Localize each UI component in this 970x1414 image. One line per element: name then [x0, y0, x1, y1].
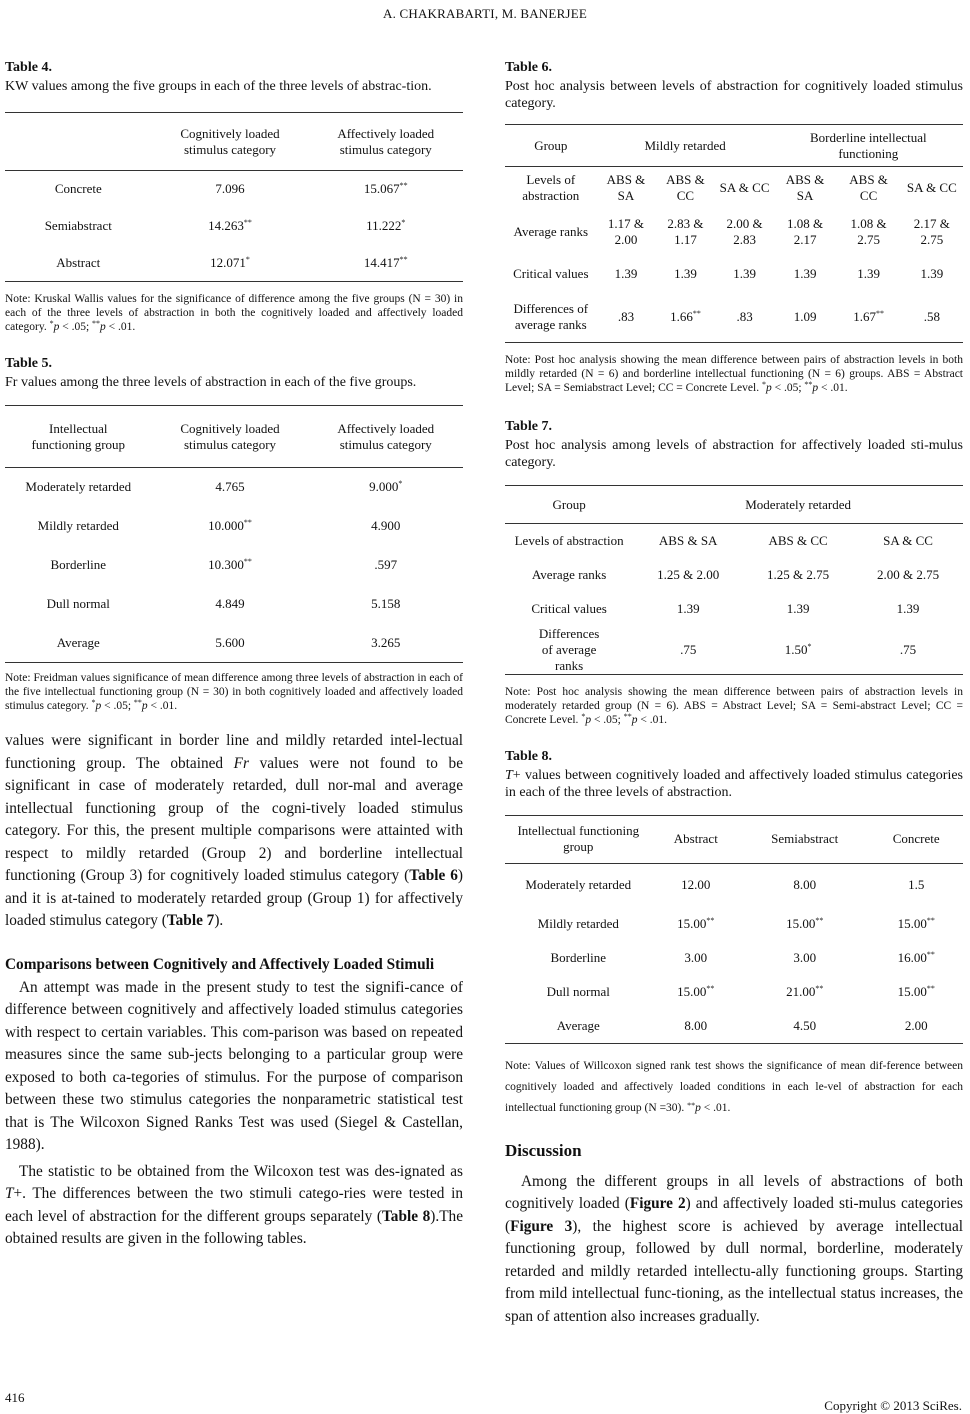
table5-aff-cell: [308, 546, 463, 585]
table8-header-concrete: Concrete: [869, 815, 963, 863]
table8-cell: [740, 1009, 869, 1043]
table7: [505, 485, 963, 675]
significance-marker: **: [926, 916, 935, 925]
table6-crit: 1.39: [857, 265, 880, 281]
table5-row-label: Dull normal: [46, 596, 110, 611]
table7-level: ABS & SA: [658, 532, 718, 548]
table6-level: ABS & SA: [606, 171, 646, 203]
table5-row: [5, 507, 463, 546]
table5-cog-cell-value: 4.849: [215, 596, 245, 611]
table6-group-borderline: Borderline intellectual functioning: [774, 125, 963, 167]
table8-cell: [652, 941, 741, 975]
table8-note: Note: Values of Willcoxon signed rank test shows the significance of mean dif-ference between cognitively loaded and affectively loaded conditions in each le-vel of abstraction for each intellectual functioning group (N =30). **p < .01.: [505, 1059, 963, 1114]
table8-caption: T+ values between cognitively loaded and affectively loaded stimulus categories in each of the three levels of abstraction.: [505, 767, 963, 800]
table6-level: SA & CC: [906, 179, 957, 195]
table6-avg: 2.00 & 2.83: [726, 215, 763, 247]
table5-header-group: Intellectual functioning group: [5, 406, 152, 468]
table8-row: [505, 863, 963, 907]
significance-marker: **: [243, 518, 252, 527]
table8-cell-value: 15.00: [677, 984, 707, 999]
table5-cog-cell-value: 5.600: [215, 634, 245, 650]
table8-cell: [740, 863, 869, 907]
table6-diff-value: .83: [736, 309, 753, 325]
table5-title: Table 5.: [5, 356, 52, 371]
table8-cell-value: 3.00: [793, 950, 817, 965]
significance-marker: *: [401, 218, 406, 227]
significance-marker: **: [399, 181, 408, 191]
table4-note: Note: Kruskal Wallis values for the significance of difference among the five groups (N = 30) in each of the three levels of abstraction in both the cognitively loaded and affectively loaded category. *p < .05; **p < .01.: [5, 293, 463, 333]
table5-aff-cell-value: 4.900: [371, 518, 401, 533]
copyright: Copyright © 2013 SciRes.: [824, 1398, 962, 1413]
table8-cell: [652, 1009, 741, 1043]
table4: [5, 112, 463, 282]
table8: [505, 815, 963, 1044]
table5-row-label: Borderline: [50, 557, 107, 572]
table8-row-label: Borderline: [550, 950, 607, 965]
left-paragraph-2: An attempt was made in the present study to test the signifi-cance of difference between cognitively and affectively loaded stimulus categories with respect to certain variables. This com-parison was based on repeated measures since the same sub-jects belonging to a particular group were exposed to both ca-tegories of stimulus. For the purpose of comparison between these two stimulus categories the nonparametric statistical test that is The Wilcoxon Signed Ranks Test was used (Siegel & Castellan, 1988).: [5, 978, 463, 1153]
table4-aff-cell-value: 14.417: [363, 254, 400, 270]
table8-cell-value: 8.00: [793, 877, 817, 893]
table7-diff-value: .75: [680, 641, 697, 657]
significance-marker: **: [399, 254, 408, 264]
left-paragraph-1: values were significant in border line and mildly retarded intel-lectual functioning group. The obtained Fr values were not found to be significant in case of moderately retarded, dull nor-mal and average intellectual functioning group of the cogni-tively loaded stimulus category. For this, the present multiple comparisons were attainted with respect to mildly retarded (Group 2) and borderline intellectual functioning (Group 3) for cognitively loaded stimulus category (Table 6) and it is at-tained to moderately retarded group (Group 1) for affectively loaded stimulus category (Table 7).: [5, 732, 464, 929]
table8-title: Table 8.: [505, 748, 552, 764]
left-column: [5, 60, 463, 1251]
table8-row-label: Average: [556, 1017, 600, 1033]
table5-row: [5, 468, 463, 507]
table8-cell: [869, 1009, 963, 1043]
table6-diff: [655, 293, 715, 343]
table7-crit: 1.39: [676, 600, 700, 616]
table6-avg: 1.08 & 2.75: [850, 215, 887, 247]
table5-row-label: Mildly retarded: [37, 518, 119, 533]
table4-row: [5, 245, 463, 282]
table7-level: ABS & CC: [768, 532, 828, 548]
table5-cog-cell-value: 4.765: [215, 479, 245, 495]
table7-diff-label: Differences of average ranks: [538, 625, 600, 673]
table7-avg: 2.00 & 2.75: [876, 566, 940, 582]
table4-aff-cell-value: 15.067: [363, 181, 400, 197]
table4-row: [5, 208, 463, 245]
left-paragraph-3: The statistic to be obtained from the Wilcoxon test was des-ignated as T+. The differences between the two stimuli catego-ries were tested in each level of abstraction for the different groups separately (Table 8).The obtained results are given in the following tables.: [5, 1162, 463, 1247]
table8-cell-value: 16.00: [897, 950, 927, 965]
significance-marker: **: [926, 984, 935, 993]
table6-diff: [716, 293, 774, 343]
table8-cell: [869, 907, 963, 941]
table5-aff-cell: [308, 507, 463, 546]
table8-cell-value: 8.00: [684, 1017, 708, 1033]
table8-cell: [869, 975, 963, 1009]
table7-caption: Post hoc analysis among levels of abstraction for affectively loaded sti-mulus category.: [505, 438, 963, 470]
table6-diff-value: 1.66: [670, 309, 693, 325]
table4-row-label: Concrete: [54, 181, 102, 197]
table7-levels-label: Levels of abstraction: [514, 532, 624, 548]
table4-cog-cell: [152, 171, 309, 208]
table6-diff: [774, 293, 837, 343]
table7-note: Note: Post hoc analysis showing the mean difference between pairs of abstraction levels in moderately retarded group (N = 6). ABS = Abstract Level; SA = Semi-abstract Level; CC = Concrete Level. *p < .05; **p < .01.: [505, 685, 963, 726]
table5-aff-cell-value: 5.158: [371, 596, 401, 611]
table6-level: ABS & CC: [849, 171, 888, 203]
table5-note: Note: Freidman values significance of mean difference among three levels of abstraction in each of the five intellectual functioning group (N = 30) in both cognitively loaded and affectively loaded stimulus category. *p < .05; **p < .01.: [5, 672, 463, 712]
table8-cell: [740, 975, 869, 1009]
significance-marker: **: [706, 984, 715, 993]
table8-cell: [652, 975, 741, 1009]
table8-cell-value: 15.00: [897, 916, 927, 931]
table8-cell-value: 21.00: [786, 984, 816, 999]
table6-diff: [597, 293, 656, 343]
table7-diff-value: .75: [899, 641, 917, 657]
discussion-heading: Discussion: [505, 1140, 582, 1160]
table6-diff: [837, 293, 901, 343]
table4-header-aff: Affectively loaded stimulus category: [308, 113, 463, 171]
table8-cell-value: 3.00: [684, 950, 708, 965]
table4-header-cog: Cognitively loaded stimulus category: [152, 113, 309, 171]
table6-diff-value: .83: [617, 309, 635, 325]
table5-aff-cell-value: 9.000: [369, 479, 399, 495]
discussion-paragraph: Among the different groups in all levels of abstractions of both cognitively loaded (Figure 2) and affectively loaded sti-mulus categories (Figure 3), the highest score is achieved by average intellectual functioning group, followed by dull normal, borderline, moderately retarded and mildly retarded intellectu-ally functioning groups. Starting from mild intellectual func-tioning, as the intellectual status increases, the span of attention also increases gradually.: [505, 1172, 964, 1325]
table6-crit: 1.39: [733, 265, 756, 281]
table6-level: SA & CC: [719, 179, 770, 195]
table5-cog-cell: [152, 468, 309, 507]
table6-title: Table 6.: [505, 60, 552, 75]
table7-avg-label: Average ranks: [531, 566, 607, 582]
table4-aff-cell: [308, 208, 463, 245]
table4-row: [5, 171, 463, 208]
significance-marker: *: [398, 479, 403, 489]
significance-marker: **: [692, 309, 701, 319]
table6-diff-value: 1.67: [853, 309, 876, 325]
table5-row-label: Moderately retarded: [25, 479, 132, 495]
table6-diff-value: .58: [923, 309, 940, 325]
table4-aff-cell: [308, 171, 463, 208]
right-column: [505, 60, 963, 1328]
table7-group-moderate: Moderately retarded: [633, 486, 963, 524]
table8-row: [505, 1009, 963, 1043]
table6-group-mild: Mildly retarded: [597, 125, 774, 167]
table8-cell-value: 15.00: [677, 916, 707, 931]
table4-cog-cell-value: 12.071: [210, 254, 246, 270]
table8-cell: [869, 863, 963, 907]
table5-aff-cell: [308, 624, 463, 663]
table4-cog-cell-value: 7.096: [215, 181, 245, 197]
table4-row-label: Abstract: [56, 254, 101, 270]
table7-avg: 1.25 & 2.00: [657, 566, 720, 582]
table8-row-label: Moderately retarded: [525, 877, 632, 893]
table8-header-semiabstract: Semiabstract: [740, 815, 869, 863]
table8-cell: [652, 907, 741, 941]
table5-aff-cell: [308, 585, 463, 624]
significance-marker: **: [706, 916, 715, 925]
table6-group-label: Group: [505, 125, 597, 167]
table8-cell: [740, 907, 869, 941]
table4-cog-cell: [152, 208, 309, 245]
table8-cell-value: 1.5: [908, 877, 925, 893]
table8-cell: [740, 941, 869, 975]
table6-diff: [901, 293, 963, 343]
table8-row: [505, 907, 963, 941]
table6-note: Note: Post hoc analysis showing the mean difference between pairs of abstraction levels in both mildly retarded (N = 6) and borderline intellectual functioning (N = 6) groups. ABS = Abstract Level; SA = Semiabstract Level; CC = Concrete Level. *p < .05; **p < .01.: [505, 354, 963, 394]
table8-row-label: Mildly retarded: [537, 916, 619, 931]
table5-aff-cell-value: 3.265: [371, 634, 401, 650]
table5-aff-cell-value: .597: [374, 557, 398, 572]
table8-row-label: Dull normal: [546, 984, 610, 999]
table7-diff: [743, 626, 853, 675]
table5-row: [5, 585, 463, 624]
table6-avg: 1.08 & 2.17: [787, 215, 824, 247]
table7-diff: [633, 626, 743, 675]
table5-cog-cell: [152, 546, 309, 585]
table6-caption: Post hoc analysis between levels of abstraction for cognitively loaded stimulus category.: [505, 79, 963, 111]
table4-aff-cell-value: 11.222: [366, 218, 402, 233]
table5-aff-cell: [308, 468, 463, 507]
significance-marker: **: [815, 984, 824, 993]
table5-cog-cell: [152, 624, 309, 663]
table6-crit-label: Critical values: [513, 265, 589, 281]
table5-cog-cell: [152, 585, 309, 624]
table5-row: [5, 546, 463, 585]
table8-cell-value: 4.50: [793, 1017, 817, 1033]
table8-cell-value: 12.00: [681, 877, 711, 893]
table4-header-blank: [5, 113, 152, 171]
table6-levels-label: Levels of abstraction: [522, 171, 580, 203]
table4-cog-cell-value: 14.263: [208, 218, 244, 233]
table8-header-group: Intellectual functioning group: [505, 815, 652, 863]
table5-caption: Fr values among the three levels of abstraction in each of the five groups.: [5, 375, 417, 390]
table6-level: ABS & CC: [666, 171, 705, 203]
table8-header-abstract: Abstract: [652, 815, 741, 863]
table7-title: Table 7.: [505, 419, 552, 434]
table6-crit: 1.39: [674, 265, 697, 281]
table7-level: SA & CC: [883, 532, 933, 548]
table8-row: [505, 975, 963, 1009]
table6-avg: 1.17 & 2.00: [607, 215, 645, 247]
table6-diff-label: Differences of average ranks: [513, 301, 589, 333]
table5: [5, 405, 463, 663]
table4-row-label: Semiabstract: [44, 218, 112, 233]
table7-crit-label: Critical values: [531, 600, 607, 616]
table8-cell-value: 2.00: [904, 1017, 928, 1033]
table6-crit: 1.39: [793, 265, 817, 281]
table8-cell: [652, 863, 741, 907]
table6: [505, 124, 963, 343]
table4-title: Table 4.: [5, 60, 52, 75]
significance-marker: **: [243, 218, 252, 227]
table5-cog-cell-value: 10.000: [208, 518, 244, 533]
table6-diff-value: 1.09: [793, 309, 817, 325]
significance-marker: **: [815, 916, 824, 925]
table6-crit: 1.39: [920, 265, 944, 281]
table7-group-label: Group: [505, 486, 633, 524]
section-heading: Comparisons between Cognitively and Affectively Loaded Stimuli: [5, 955, 435, 973]
table5-header-aff: Affectively loaded stimulus category: [308, 406, 463, 468]
table7-avg: 1.25 & 2.75: [767, 566, 830, 582]
table4-caption: KW values among the five groups in each of the three levels of abstrac-tion.: [5, 79, 432, 94]
significance-marker: **: [926, 950, 935, 959]
table8-row: [505, 941, 963, 975]
table5-header-cog: Cognitively loaded stimulus category: [152, 406, 309, 468]
table6-level: ABS & SA: [785, 171, 825, 203]
page-number: 416: [5, 1390, 25, 1405]
table8-cell-value: 15.00: [786, 916, 816, 931]
table5-cog-cell: [152, 507, 309, 546]
table6-avg: 2.83 & 1.17: [667, 215, 704, 247]
table7-crit: 1.39: [786, 600, 810, 616]
table5-cog-cell-value: 10.300: [208, 557, 244, 572]
table7-diff: [853, 626, 963, 675]
significance-marker: *: [807, 641, 812, 651]
table5-row-label: Average: [56, 634, 100, 650]
table6-avg: 2.17 & 2.75: [913, 215, 950, 247]
significance-marker: *: [245, 254, 250, 264]
running-header: A. CHAKRABARTI, M. BANERJEE: [383, 6, 587, 21]
table6-crit: 1.39: [614, 265, 638, 281]
table4-cog-cell: [152, 245, 309, 282]
table7-diff-value: 1.50: [784, 641, 808, 657]
table6-avg-label: Average ranks: [513, 223, 589, 239]
table7-crit: 1.39: [896, 600, 920, 616]
significance-marker: **: [243, 557, 252, 566]
table8-cell: [869, 941, 963, 975]
table4-aff-cell: [308, 245, 463, 282]
table8-cell-value: 15.00: [897, 984, 927, 999]
table5-row: [5, 624, 463, 663]
significance-marker: **: [875, 309, 884, 319]
